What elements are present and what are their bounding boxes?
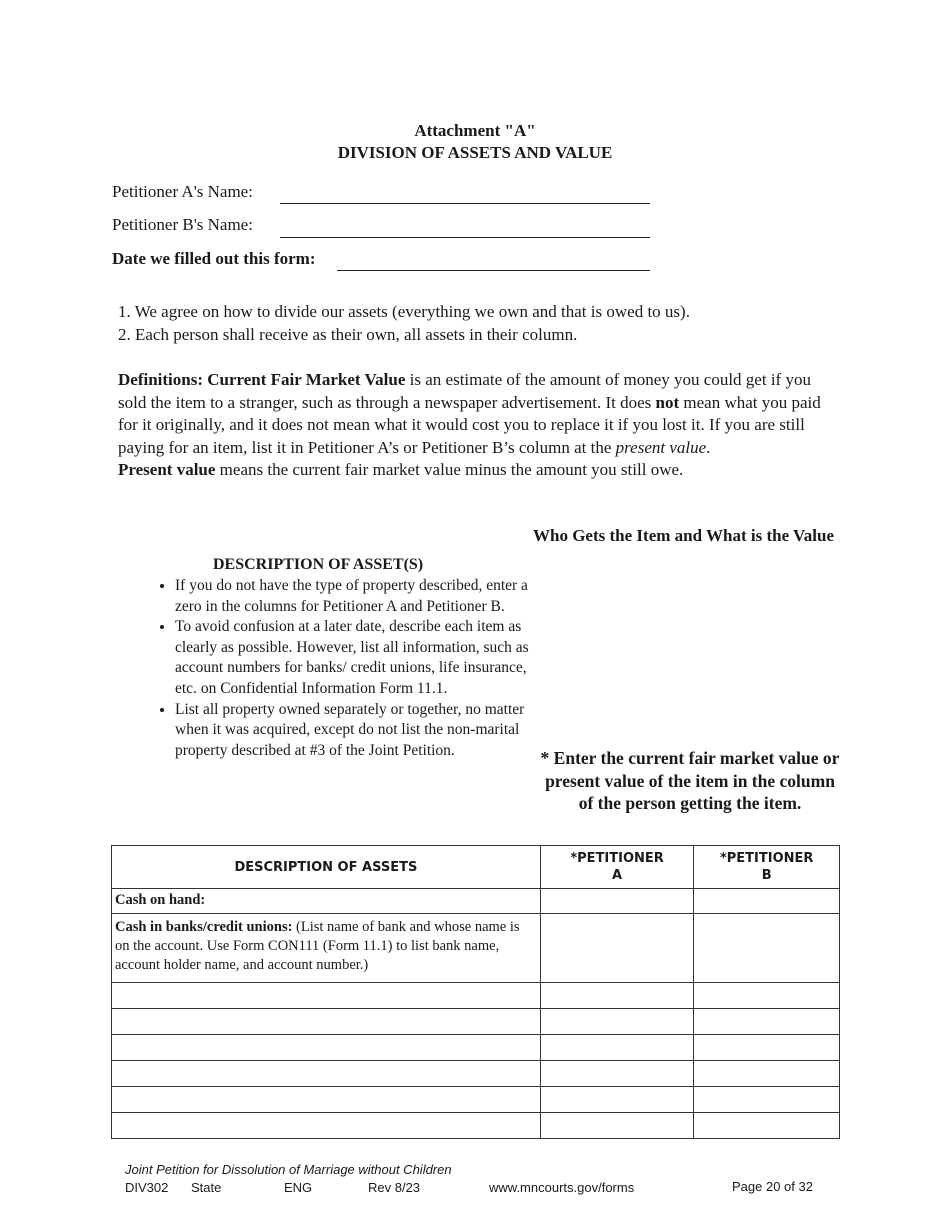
footer-revision: Rev 8/23 (368, 1180, 421, 1195)
value-note: * Enter the current fair market value or present value of the item in the column of the person getting the item. (540, 748, 840, 813)
page-title: DIVISION OF ASSETS AND VALUE (337, 143, 613, 162)
date-label: Date we filled out this form: (112, 249, 316, 268)
asset-description-cell[interactable] (112, 1061, 541, 1087)
list-item: • If you do not have the type of property described, enter a zero in the columns for Petitioner A and Petitioner B. (175, 576, 550, 617)
footer-page-number: Page 20 of 32 (732, 1179, 813, 1194)
definitions-period: . (706, 437, 711, 457)
present-value-lead: Present value (118, 460, 216, 479)
cash-in-banks-lead: Cash in banks/credit unions: (115, 919, 293, 935)
table-row (112, 914, 840, 983)
header-petitioner-b-line2: B (761, 868, 772, 883)
table-row (112, 983, 840, 1009)
table-row (112, 1061, 840, 1087)
attachment-label: Attachment "A" (414, 121, 536, 140)
definitions-text-2: mean what you paid for it originally, and it does not mean what it would cost you to replace it if you lost it. If you are still paying for an item, list it in Petitioner A’s or Petitioner B’s column at the (118, 392, 821, 457)
description-heading: DESCRIPTION OF ASSET(S) (213, 556, 424, 573)
cash-in-banks-detail: (List name of bank and whose name is on the account. Use Form CON111 (Form 11.1) to list bank name, account holder name, and account number.) (115, 919, 520, 973)
header-petitioner-b (694, 846, 840, 889)
cash-on-hand-label (112, 889, 541, 914)
header-petitioner-a (540, 846, 694, 889)
asset-description-cell[interactable] (112, 1035, 541, 1061)
petitioner-a-label: Petitioner A's Name: (112, 182, 253, 201)
agreements (118, 301, 838, 346)
petitioner-b-value-cell[interactable] (694, 1009, 840, 1035)
footer-form-title: Joint Petition for Dissolution of Marriage without Children (125, 1162, 452, 1177)
definitions-not: not (655, 392, 680, 412)
present-value-text: means the current fair market value minus the amount you still owe. (215, 460, 684, 479)
petitioner-a-value-cell[interactable] (540, 983, 694, 1009)
petitioner-b-value-cell[interactable] (694, 983, 840, 1009)
petitioner-a-value-cell[interactable] (540, 1035, 694, 1061)
footer-form-code: DIV302 (125, 1180, 169, 1195)
asset-description-cell[interactable] (112, 1009, 541, 1035)
petitioner-a-name-field[interactable] (280, 203, 650, 204)
footer-language: ENG (284, 1180, 313, 1195)
definitions-present-value: present value (615, 437, 707, 457)
instruction-list (155, 576, 550, 761)
petitioner-b-value-cell[interactable] (694, 1087, 840, 1113)
petitioner-a-value-cell[interactable] (540, 1061, 694, 1087)
petitioner-a-value-cell[interactable] (540, 1009, 694, 1035)
table-header-row (112, 846, 840, 889)
petitioner-a-value-cell[interactable] (540, 1087, 694, 1113)
cash-on-hand-petitioner-a[interactable] (540, 889, 694, 914)
who-gets-heading: Who Gets the Item and What is the Value (533, 526, 834, 545)
table-row (112, 889, 840, 914)
footer-url[interactable]: www.mncourts.gov/forms (489, 1180, 635, 1195)
footer-jurisdiction: State (191, 1180, 222, 1195)
definitions (118, 369, 838, 482)
table-row (112, 1087, 840, 1113)
asset-description-cell[interactable] (112, 983, 541, 1009)
petitioner-b-label: Petitioner B's Name: (112, 215, 253, 234)
cash-in-banks-text (112, 914, 540, 978)
petitioner-b-value-cell[interactable] (694, 1113, 840, 1139)
header-petitioner-b-line1: *PETITIONER (719, 851, 814, 866)
header-description: DESCRIPTION OF ASSETS (112, 846, 541, 889)
table-row (112, 1009, 840, 1035)
definitions-lead: Definitions: Current Fair Market Value (118, 370, 406, 389)
cash-in-banks-petitioner-a[interactable] (540, 914, 694, 983)
header-petitioner-a-line2: A (612, 868, 623, 883)
list-item: • List all property owned separately or together, no matter when it was acquired, except do not list the non-marital property described at #3 of the Joint Petition. (175, 700, 550, 762)
cash-on-hand-petitioner-b[interactable] (694, 889, 840, 914)
petitioner-a-value-cell[interactable] (540, 1113, 694, 1139)
petitioner-b-value-cell[interactable] (694, 1061, 840, 1087)
table-row (112, 1113, 840, 1139)
petitioner-b-name-field[interactable] (280, 237, 650, 238)
asset-description-cell[interactable] (112, 1113, 541, 1139)
asset-description-cell[interactable] (112, 1087, 541, 1113)
cash-on-hand-text: Cash on hand: (115, 892, 206, 908)
agreement-2: 2. Each person shall receive as their own, all assets in their column. (118, 324, 578, 344)
header-petitioner-a-line1: *PETITIONER (570, 851, 664, 866)
cash-in-banks-petitioner-b[interactable] (694, 914, 840, 983)
table-row (112, 1035, 840, 1061)
petitioner-b-value-cell[interactable] (694, 1035, 840, 1061)
agreement-1: 1. We agree on how to divide our assets (everything we own and that is owed to us). (118, 302, 690, 321)
date-field[interactable] (337, 270, 650, 271)
list-item: • To avoid confusion at a later date, describe each item as clearly as possible. However, list all information, such as account numbers for banks/ credit unions, life insurance, etc. on Confidential Information Form 11.1. (175, 617, 550, 699)
definitions-text-1: is an estimate of the amount of money you could get if you sold the item to a stranger, such as through a newspaper advertisement. It does (118, 370, 811, 412)
assets-table (111, 845, 840, 1139)
cash-in-banks-label (112, 914, 541, 983)
